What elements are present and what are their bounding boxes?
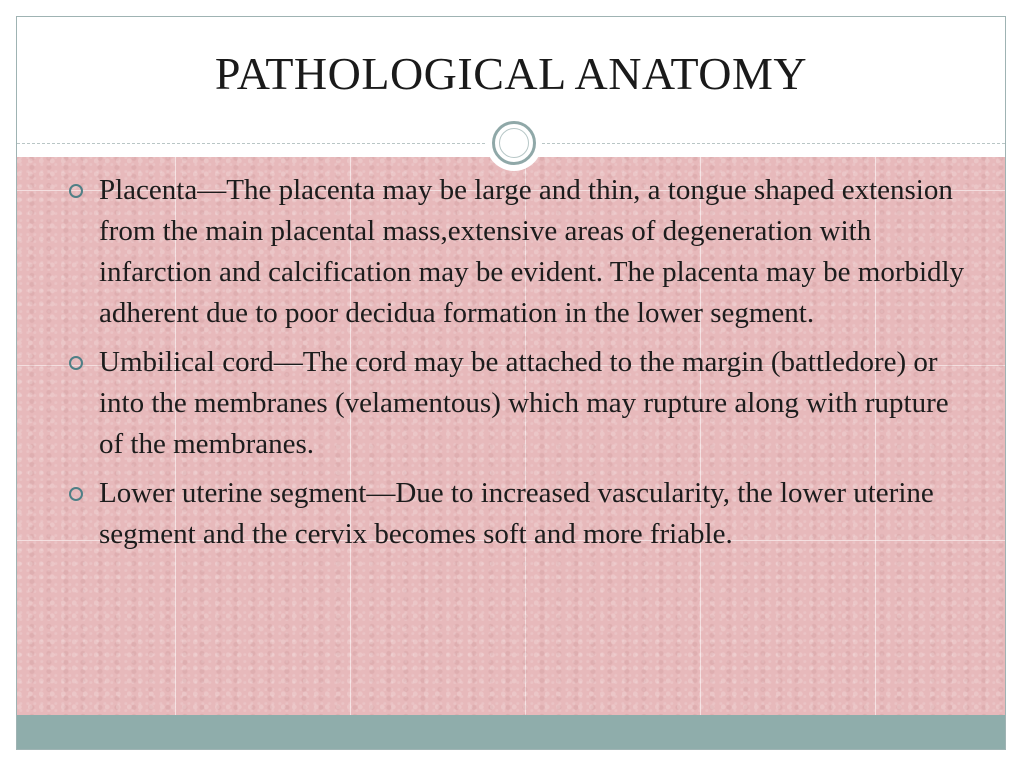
bullet-text: Umbilical cord—The cord may be attached to the margin (battledore) or into the membranes (velamentous) which may rupture along with rupture of the membranes. bbox=[99, 346, 949, 460]
hollow-circle-bullet-icon bbox=[69, 487, 83, 501]
slide-title: PATHOLOGICAL ANATOMY bbox=[214, 48, 808, 99]
circle-ornament-icon bbox=[486, 115, 542, 171]
bullet-umbilical-cord bbox=[65, 342, 970, 465]
footer-bar bbox=[17, 715, 1005, 750]
bullet-list bbox=[65, 170, 970, 563]
ornament-ring bbox=[492, 121, 536, 165]
hollow-circle-bullet-icon bbox=[69, 356, 83, 370]
bullet-text: Lower uterine segment—Due to increased vascularity, the lower uterine segment and the cervix becomes soft and more friable. bbox=[99, 477, 934, 550]
bullet-placenta bbox=[65, 170, 970, 334]
slide bbox=[16, 16, 1006, 750]
ornament-inner-ring bbox=[499, 128, 529, 158]
bullet-text: Placenta—The placenta may be large and thin, a tongue shaped extension from the main placental mass,extensive areas of degeneration with infarction and calcification may be evident. The placenta may be morbidly adherent due to poor decidua formation in the lower segment. bbox=[99, 174, 965, 329]
bullet-lower-uterine-segment bbox=[65, 473, 970, 555]
hollow-circle-bullet-icon bbox=[69, 184, 83, 198]
